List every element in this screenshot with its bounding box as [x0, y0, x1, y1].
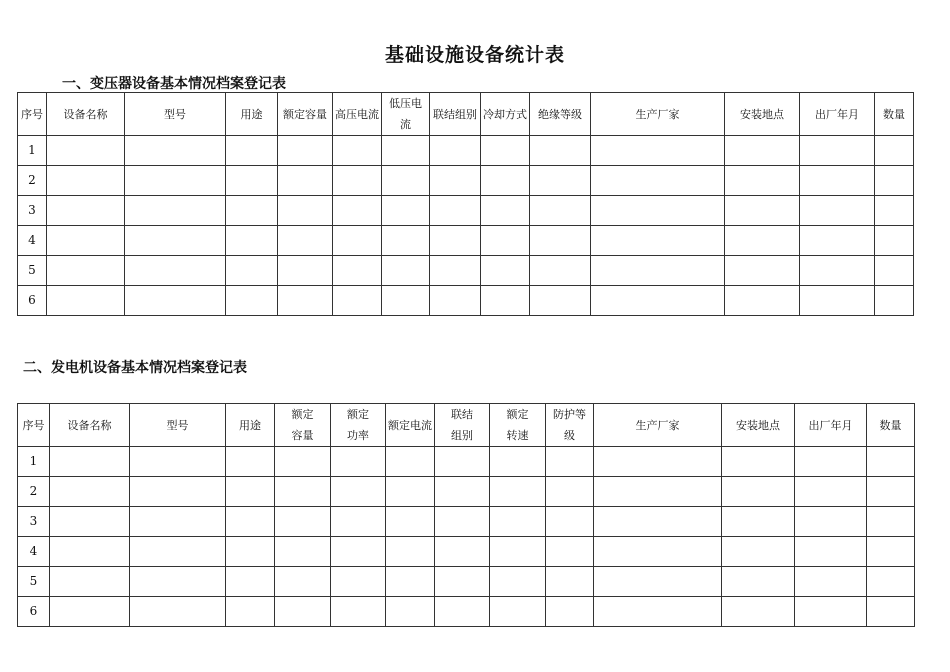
cell[interactable]: [591, 166, 725, 196]
cell[interactable]: [795, 537, 867, 567]
cell[interactable]: [333, 256, 382, 286]
row-index: 6: [18, 597, 50, 627]
column-header-rated-current: 额定电流: [386, 404, 435, 447]
generator-table: [17, 403, 915, 627]
cell[interactable]: [795, 597, 867, 627]
cell[interactable]: [226, 537, 275, 567]
cell[interactable]: [47, 136, 125, 166]
cell[interactable]: [435, 537, 490, 567]
row-index: 2: [18, 166, 47, 196]
cell[interactable]: [481, 286, 530, 316]
cell[interactable]: [546, 507, 594, 537]
cell[interactable]: [226, 196, 278, 226]
cell[interactable]: [382, 166, 430, 196]
cell[interactable]: [875, 256, 914, 286]
cell[interactable]: [725, 286, 800, 316]
cell[interactable]: [125, 136, 226, 166]
table-header-row: [18, 93, 914, 136]
cell[interactable]: [50, 597, 130, 627]
table-row: [18, 447, 915, 477]
cell[interactable]: [594, 597, 722, 627]
cell[interactable]: [125, 256, 226, 286]
column-header-rated-power: 额定功率: [331, 404, 386, 447]
cell[interactable]: [278, 256, 333, 286]
cell[interactable]: [435, 447, 490, 477]
column-header-device-name: 设备名称: [50, 404, 130, 447]
row-index: 5: [18, 256, 47, 286]
cell[interactable]: [725, 166, 800, 196]
cell[interactable]: [275, 447, 331, 477]
cell[interactable]: [50, 567, 130, 597]
column-header-quantity: 数量: [875, 93, 914, 136]
cell[interactable]: [125, 226, 226, 256]
cell[interactable]: [386, 597, 435, 627]
cell[interactable]: [722, 447, 795, 477]
cell[interactable]: [546, 567, 594, 597]
cell[interactable]: [47, 196, 125, 226]
cell[interactable]: [226, 286, 278, 316]
cell[interactable]: [386, 537, 435, 567]
cell[interactable]: [867, 447, 915, 477]
column-header-cooling-method: 冷却方式: [481, 93, 530, 136]
row-index: 6: [18, 286, 47, 316]
cell[interactable]: [481, 166, 530, 196]
column-header-install-location: 安装地点: [725, 93, 800, 136]
cell[interactable]: [795, 507, 867, 537]
column-header-rated-capacity: 额定容量: [275, 404, 331, 447]
cell[interactable]: [594, 507, 722, 537]
cell[interactable]: [546, 597, 594, 627]
cell[interactable]: [530, 256, 591, 286]
cell[interactable]: [722, 507, 795, 537]
column-header-lv-current: 低压电流: [382, 93, 430, 136]
cell[interactable]: [435, 597, 490, 627]
cell[interactable]: [130, 567, 226, 597]
cell[interactable]: [875, 196, 914, 226]
cell[interactable]: [795, 447, 867, 477]
cell[interactable]: [226, 447, 275, 477]
cell[interactable]: [594, 447, 722, 477]
cell[interactable]: [800, 166, 875, 196]
cell[interactable]: [386, 567, 435, 597]
cell[interactable]: [331, 477, 386, 507]
cell[interactable]: [333, 136, 382, 166]
table-row: [18, 507, 915, 537]
cell[interactable]: [333, 286, 382, 316]
cell[interactable]: [278, 136, 333, 166]
cell[interactable]: [481, 196, 530, 226]
cell[interactable]: [50, 477, 130, 507]
cell[interactable]: [594, 477, 722, 507]
cell[interactable]: [333, 166, 382, 196]
cell[interactable]: [226, 597, 275, 627]
column-header-model: 型号: [125, 93, 226, 136]
cell[interactable]: [490, 537, 546, 567]
cell[interactable]: [591, 136, 725, 166]
cell[interactable]: [382, 196, 430, 226]
table-row: [18, 136, 914, 166]
column-header-manufacture-date: 出厂年月: [795, 404, 867, 447]
cell[interactable]: [226, 477, 275, 507]
cell[interactable]: [382, 226, 430, 256]
row-index: 4: [18, 226, 47, 256]
cell[interactable]: [278, 226, 333, 256]
table-header-row: [18, 404, 915, 447]
cell[interactable]: [725, 136, 800, 166]
column-header-insulation-class: 绝缘等级: [530, 93, 591, 136]
cell[interactable]: [333, 196, 382, 226]
cell[interactable]: [490, 567, 546, 597]
cell[interactable]: [594, 567, 722, 597]
cell[interactable]: [226, 166, 278, 196]
cell[interactable]: [530, 136, 591, 166]
cell[interactable]: [867, 537, 915, 567]
cell[interactable]: [481, 256, 530, 286]
cell[interactable]: [530, 166, 591, 196]
column-header-manufacture-date: 出厂年月: [800, 93, 875, 136]
column-header-usage: 用途: [226, 404, 275, 447]
transformer-table-heading: 一、变压器设备基本情况档案登记表: [62, 76, 286, 92]
cell[interactable]: [226, 226, 278, 256]
cell[interactable]: [275, 537, 331, 567]
cell[interactable]: [50, 447, 130, 477]
cell[interactable]: [867, 567, 915, 597]
column-header-device-name: 设备名称: [47, 93, 125, 136]
cell[interactable]: [430, 286, 481, 316]
cell[interactable]: [481, 136, 530, 166]
column-header-model: 型号: [130, 404, 226, 447]
column-header-index: 序号: [18, 93, 47, 136]
cell[interactable]: [47, 286, 125, 316]
cell[interactable]: [546, 537, 594, 567]
table-row: [18, 226, 914, 256]
cell[interactable]: [278, 166, 333, 196]
table-row: [18, 597, 915, 627]
cell[interactable]: [867, 477, 915, 507]
cell[interactable]: [530, 286, 591, 316]
cell[interactable]: [435, 477, 490, 507]
cell[interactable]: [594, 537, 722, 567]
table-row: [18, 286, 914, 316]
cell[interactable]: [591, 286, 725, 316]
cell[interactable]: [331, 507, 386, 537]
column-header-protection-class: 防护等级: [546, 404, 594, 447]
cell[interactable]: [130, 477, 226, 507]
cell[interactable]: [382, 286, 430, 316]
cell[interactable]: [435, 507, 490, 537]
column-header-rated-speed: 额定转速: [490, 404, 546, 447]
cell[interactable]: [430, 196, 481, 226]
cell[interactable]: [530, 196, 591, 226]
cell[interactable]: [490, 447, 546, 477]
transformer-table: [17, 92, 914, 316]
cell[interactable]: [386, 507, 435, 537]
cell[interactable]: [430, 226, 481, 256]
cell[interactable]: [875, 136, 914, 166]
cell[interactable]: [430, 256, 481, 286]
cell[interactable]: [722, 477, 795, 507]
cell[interactable]: [47, 166, 125, 196]
cell[interactable]: [430, 166, 481, 196]
cell[interactable]: [795, 477, 867, 507]
column-header-quantity: 数量: [867, 404, 915, 447]
cell[interactable]: [722, 537, 795, 567]
cell[interactable]: [722, 567, 795, 597]
cell[interactable]: [331, 447, 386, 477]
row-index: 2: [18, 477, 50, 507]
cell[interactable]: [125, 286, 226, 316]
cell[interactable]: [591, 226, 725, 256]
row-index: 5: [18, 567, 50, 597]
column-header-hv-current: 高压电流: [333, 93, 382, 136]
cell[interactable]: [130, 507, 226, 537]
cell[interactable]: [591, 196, 725, 226]
cell[interactable]: [867, 507, 915, 537]
cell[interactable]: [875, 166, 914, 196]
cell[interactable]: [331, 537, 386, 567]
table-row: [18, 477, 915, 507]
row-index: 4: [18, 537, 50, 567]
cell[interactable]: [226, 136, 278, 166]
table-row: [18, 166, 914, 196]
cell[interactable]: [591, 256, 725, 286]
cell[interactable]: [50, 537, 130, 567]
table-row: [18, 567, 915, 597]
cell[interactable]: [333, 226, 382, 256]
column-header-vector-group: 联结组别: [435, 404, 490, 447]
cell[interactable]: [130, 597, 226, 627]
row-index: 3: [18, 507, 50, 537]
page-title: 基础设施设备统计表: [384, 44, 565, 66]
cell[interactable]: [47, 226, 125, 256]
cell[interactable]: [278, 286, 333, 316]
cell[interactable]: [125, 166, 226, 196]
column-header-manufacturer: 生产厂家: [591, 93, 725, 136]
cell[interactable]: [386, 447, 435, 477]
cell[interactable]: [725, 226, 800, 256]
generator-table-heading: 二、发电机设备基本情况档案登记表: [23, 360, 247, 376]
cell[interactable]: [275, 567, 331, 597]
cell[interactable]: [490, 597, 546, 627]
cell[interactable]: [800, 256, 875, 286]
cell[interactable]: [867, 597, 915, 627]
cell[interactable]: [800, 286, 875, 316]
row-index: 1: [18, 136, 47, 166]
cell[interactable]: [800, 136, 875, 166]
cell[interactable]: [226, 507, 275, 537]
table-row: [18, 256, 914, 286]
cell[interactable]: [275, 477, 331, 507]
cell[interactable]: [382, 136, 430, 166]
cell[interactable]: [226, 567, 275, 597]
cell[interactable]: [800, 196, 875, 226]
cell[interactable]: [481, 226, 530, 256]
table-row: [18, 537, 915, 567]
cell[interactable]: [722, 597, 795, 627]
cell[interactable]: [275, 597, 331, 627]
column-header-usage: 用途: [226, 93, 278, 136]
row-index: 1: [18, 447, 50, 477]
row-index: 3: [18, 196, 47, 226]
cell[interactable]: [275, 507, 331, 537]
cell[interactable]: [490, 507, 546, 537]
cell[interactable]: [125, 196, 226, 226]
cell[interactable]: [130, 447, 226, 477]
cell[interactable]: [435, 567, 490, 597]
cell[interactable]: [331, 567, 386, 597]
cell[interactable]: [386, 477, 435, 507]
column-header-manufacturer: 生产厂家: [594, 404, 722, 447]
column-header-rated-capacity: 额定容量: [278, 93, 333, 136]
table-row: [18, 196, 914, 226]
cell[interactable]: [795, 567, 867, 597]
column-header-vector-group: 联结组别: [430, 93, 481, 136]
cell[interactable]: [490, 477, 546, 507]
cell[interactable]: [47, 256, 125, 286]
cell[interactable]: [130, 537, 226, 567]
cell[interactable]: [875, 286, 914, 316]
column-header-index: 序号: [18, 404, 50, 447]
cell[interactable]: [800, 226, 875, 256]
cell[interactable]: [530, 226, 591, 256]
cell[interactable]: [725, 196, 800, 226]
cell[interactable]: [50, 507, 130, 537]
cell[interactable]: [430, 136, 481, 166]
cell[interactable]: [725, 256, 800, 286]
cell[interactable]: [278, 196, 333, 226]
cell[interactable]: [875, 226, 914, 256]
cell[interactable]: [382, 256, 430, 286]
column-header-install-location: 安装地点: [722, 404, 795, 447]
cell[interactable]: [226, 256, 278, 286]
cell[interactable]: [546, 477, 594, 507]
cell[interactable]: [546, 447, 594, 477]
cell[interactable]: [331, 597, 386, 627]
